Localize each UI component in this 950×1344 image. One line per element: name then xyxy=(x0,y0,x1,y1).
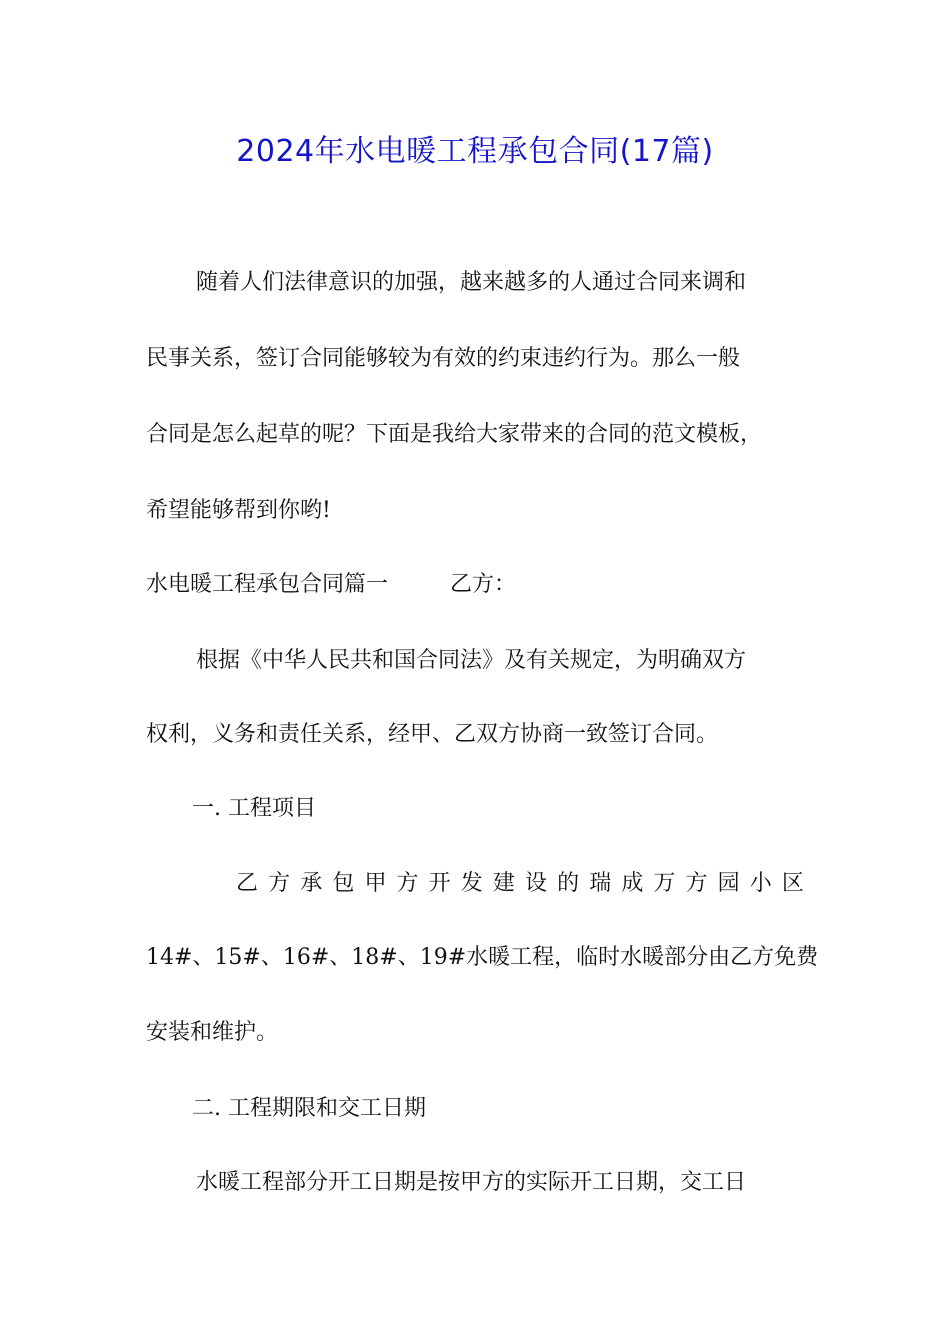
clause-1-char: 开 xyxy=(428,871,451,896)
intro-line-2: 民事关系，签订合同能够较为有效的约束违约行为。那么一般 xyxy=(146,346,741,371)
clause-1-char: 方 xyxy=(268,871,291,896)
intro-line-1: 随着人们法律意识的加强，越来越多的人通过合同来调和 xyxy=(196,270,747,295)
clause-1-char: 甲 xyxy=(364,871,387,896)
clause-1-char: 瑞 xyxy=(589,871,612,896)
clause-1-char: 包 xyxy=(332,871,355,896)
clause-2-line-1: 水暖工程部分开工日期是按甲方的实际开工日期，交工日 xyxy=(196,1170,747,1195)
clause-1-line-1 xyxy=(236,867,804,901)
clause-1-line-2: 14#、15#、16#、18#、19#水暖工程，临时水暖部分由乙方免费 xyxy=(146,945,819,970)
basis-line-1: 根据《中华人民共和国合同法》及有关规定，为明确双方 xyxy=(196,648,747,673)
section-heading: 水电暖工程承包合同篇一 xyxy=(146,572,389,597)
clause-1-char: 乙 xyxy=(236,871,259,896)
clause-2-title: 二. 工程期限和交工日期 xyxy=(192,1096,426,1121)
party-b-label: 乙方： xyxy=(450,572,517,597)
document-title: 2024年水电暖工程承包合同(17篇) xyxy=(236,134,714,169)
clause-1-char: 成 xyxy=(621,871,644,896)
clause-1-char: 小 xyxy=(749,871,772,896)
section-heading-row xyxy=(146,568,516,602)
clause-1-char: 设 xyxy=(524,871,547,896)
clause-1-char: 园 xyxy=(717,871,740,896)
clause-1-char: 万 xyxy=(653,871,676,896)
clause-1-char: 发 xyxy=(460,871,483,896)
clause-1-title: 一. 工程项目 xyxy=(192,796,316,821)
clause-1-char: 方 xyxy=(685,871,708,896)
clause-1-line-3: 安装和维护。 xyxy=(146,1020,279,1045)
clause-1-char: 建 xyxy=(492,871,515,896)
clause-1-char: 区 xyxy=(781,871,804,896)
clause-1-char: 的 xyxy=(557,871,580,896)
clause-1-char: 承 xyxy=(300,871,323,896)
intro-line-3: 合同是怎么起草的呢？下面是我给大家带来的合同的范文模板， xyxy=(146,422,763,447)
intro-line-4: 希望能够帮到你哟! xyxy=(146,498,331,523)
basis-line-2: 权利，义务和责任关系，经甲、乙双方协商一致签订合同。 xyxy=(146,722,719,747)
clause-1-char: 方 xyxy=(396,871,419,896)
